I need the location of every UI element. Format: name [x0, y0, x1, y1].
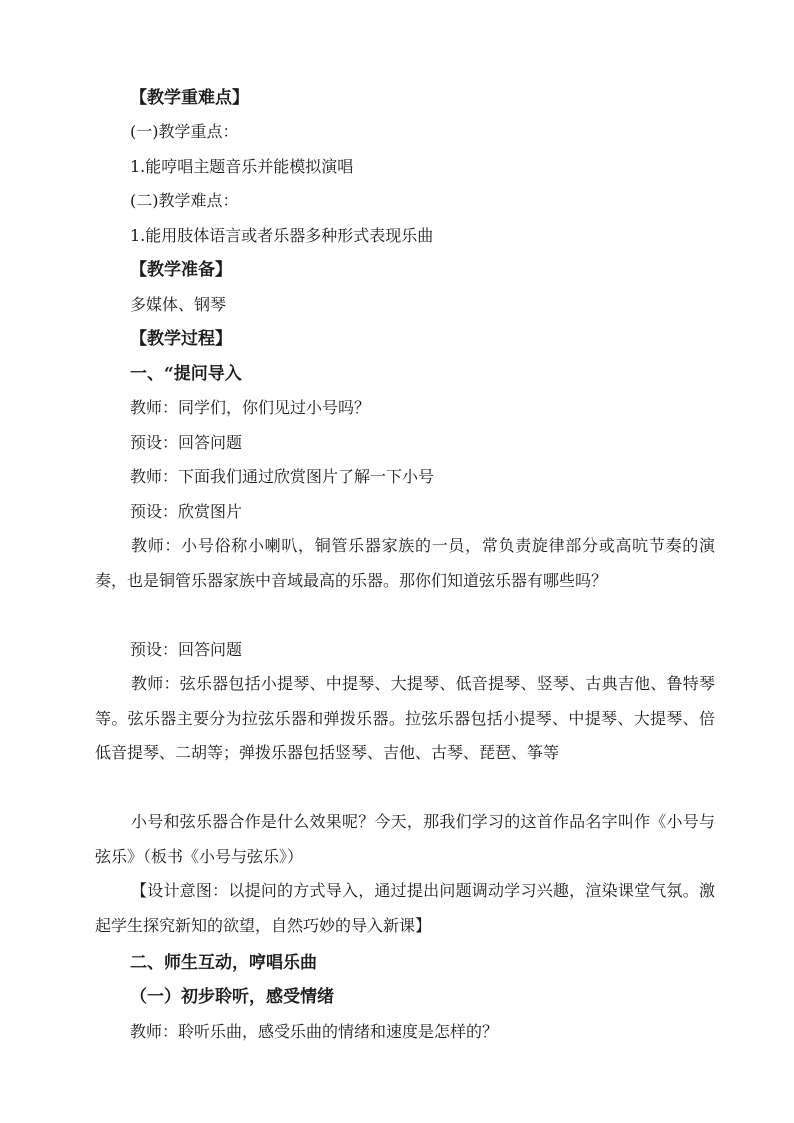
step-heading-intro: 一、“提问导入	[130, 364, 242, 384]
subheading-key-points: (一)教学重点：	[130, 122, 239, 141]
section-heading-key-difficult-points: 【教学重难点】	[130, 88, 249, 108]
dialogue-line: 教师：聆听乐曲，感受乐曲的情绪和速度是怎样的？	[130, 1022, 499, 1041]
subheading-difficult-points: (二)教学难点：	[130, 191, 239, 210]
section-heading-process: 【教学过程】	[130, 329, 232, 349]
dialogue-line: 预设：回答问题	[130, 433, 243, 452]
paragraph-design-intent: 【设计意图：以提问的方式导入，通过提出问题调动学习兴趣，渲染课堂气氛。激起学生探究新知的欲望，自然巧妙的导入新课】	[95, 881, 715, 935]
paragraph-string-instruments: 教师：弦乐器包括小提琴、中提琴、大提琴、低音提琴、竖琴、古典吉他、鲁特琴等。弦乐器主要分为拉弦乐器和弹拨乐器。拉弦乐器包括小提琴、中提琴、大提琴、倍低音提琴、二胡等；弹拨乐器包括竖琴、吉他、古琴、琵琶、筝等	[95, 674, 715, 762]
step-heading-interaction: 二、师生互动，哼唱乐曲	[130, 953, 317, 973]
key-point-item: 1.能哼唱主题音乐并能模拟演唱	[130, 157, 354, 176]
section-heading-preparation: 【教学准备】	[130, 260, 232, 280]
dialogue-line: 教师：下面我们通过欣赏图片了解一下小号	[130, 467, 435, 486]
dialogue-line: 预设：欣赏图片	[130, 502, 243, 521]
difficult-point-item: 1.能用肢体语言或者乐器多种形式表现乐曲	[130, 226, 434, 245]
substep-heading-listening: （一）初步聆听，感受情绪	[130, 987, 334, 1007]
preparation-text: 多媒体、钢琴	[130, 295, 227, 314]
dialogue-line: 预设：回答问题	[130, 640, 243, 659]
dialogue-line: 教师：同学们，你们见过小号吗？	[130, 398, 371, 417]
paragraph-piece-title: 小号和弦乐器合作是什么效果呢？今天，那我们学习的这首作品名字叫作《小号与弦乐》（板书《小号与弦乐》）	[95, 812, 715, 866]
paragraph-trumpet-intro: 教师：小号俗称小喇叭，铜管乐器家族的一员，常负责旋律部分或高吭节奏的演奏，也是铜管乐器家族中音域最高的乐器。那你们知道弦乐器有哪些吗？	[95, 536, 715, 590]
